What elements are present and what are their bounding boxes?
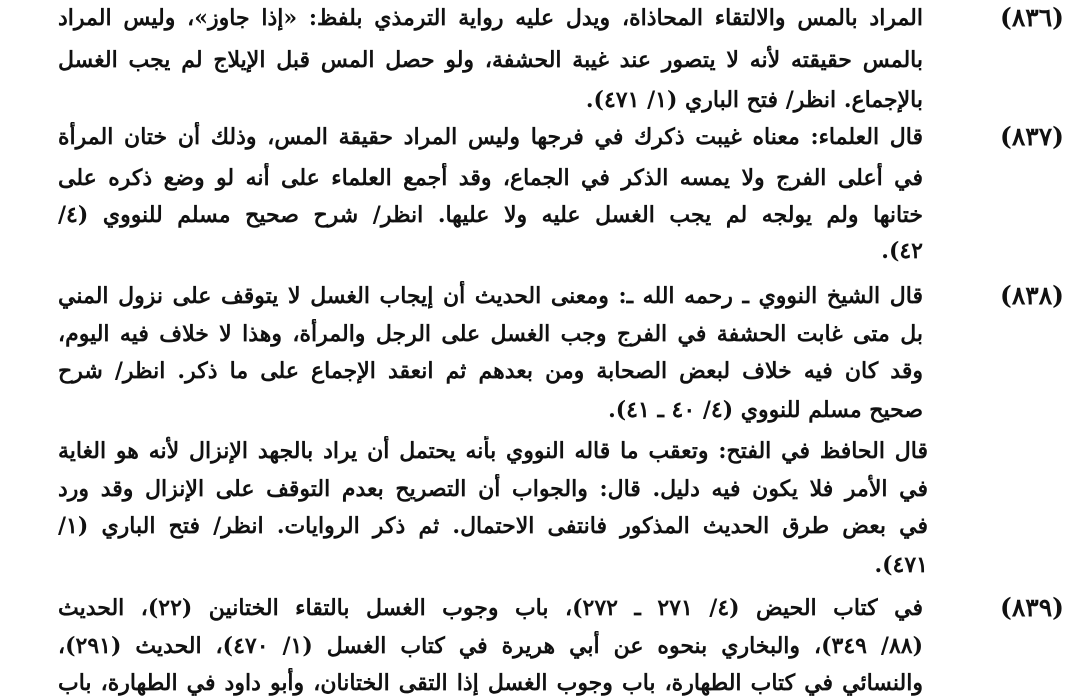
footnote-line [0,668,1078,698]
footnote-line [0,200,1078,230]
footnote-text-line: والنسائي في كتاب الطهارة، باب وجوب الغسل إذا التقى الختانان، وأبو داود في الطهارة، باب [58,670,923,696]
footnote-line [0,356,1078,386]
footnote-text-line: وقد كان فيه خلاف لبعض الصحابة ومن بعدهم ثم انعقد الإجماع على ما ذكر. انظر/ شرح [58,358,923,384]
footnote-line [0,236,1078,266]
footnote-text-line: صحيح مسلم للنووي (٤/ ٤٠ ـ ٤١). [608,397,923,423]
footnote-line [0,631,1078,661]
footnote-line [0,45,1078,75]
footnote-line [0,319,1078,349]
footnote-text-line: في الأمر فلا يكون فيه دليل. قال: والجواب أن التصريح بعدم التوقف على الإنزال وقد ورد [58,476,928,502]
footnote-number: (٨٣٧) [1000,122,1064,151]
footnote-line [0,163,1078,193]
footnote-text-line: قال العلماء: معناه غيبت ذكرك في فرجها وليس المراد حقيقة المس، وذلك أن ختان المرأة [58,124,923,150]
footnote-text-line: ختانها ولم يولجه لم يجب الغسل عليه ولا عليها. انظر/ شرح صحيح مسلم للنووي (٤/ [58,202,923,228]
footnote-text-line: قال الشيخ النووي ـ رحمه الله ـ: ومعنى الحديث أن إيجاب الغسل لا يتوقف على نزول المني [58,283,923,309]
footnote-continuation [0,436,1078,466]
footnote-line [0,85,1078,115]
footnote-text-line: بالإجماع. انظر/ فتح الباري (١/ ٤٧١). [585,87,923,113]
footnote-text-line: في أعلى الفرج ولا يمسه الذكر في الجماع، وقد أجمع العلماء على أنه لو وضع ذكره على [58,165,923,191]
footnote-number: (٨٣٨) [1000,281,1064,310]
footnote-text-line: (٨٨/ ٣٤٩)، والبخاري بنحوه عن أبي هريرة في كتاب الغسل (١/ ٤٧٠)، الحديث (٢٩١)، [58,633,923,659]
footnote-line [0,550,1078,580]
footnote-text-line: المراد بالمس والالتقاء المحاذاة، ويدل عليه رواية الترمذي بلفظ: «إذا جاوز»، وليس المراد [58,5,923,31]
footnote-number: (٨٣٦) [1000,3,1064,32]
footnote-text-line: ٤٢). [881,238,923,264]
footnote-836 [0,3,1078,33]
footnote-line [0,511,1078,541]
footnote-text-line: في كتاب الحيض (٤/ ٢٧١ ـ ٢٧٢)، باب وجوب الغسل بالتقاء الختانين (٢٢)، الحديث [58,595,923,621]
footnote-line [0,395,1078,425]
footnote-text-line: بالمس حقيقته لأنه لا يتصور عند غيبة الحشفة، ولو حصل المس قبل الإيلاج لم يجب الغسل [58,47,923,73]
footnote-number: (٨٣٩) [1000,593,1064,622]
footnote-837 [0,122,1078,152]
footnote-text-line: قال الحافظ في الفتح: وتعقب ما قاله النووي بأنه يحتمل أن يراد بالجهد الإنزال لأنه هو الغاية [58,438,928,464]
footnote-text-line: بل متى غابت الحشفة في الفرج وجب الغسل على الرجل والمرأة، وهذا لا خلاف فيه اليوم، [58,321,923,347]
footnote-text-line: ٤٧١). [874,552,928,578]
footnote-839 [0,593,1078,623]
footnote-line [0,474,1078,504]
footnote-text-line: في بعض طرق الحديث المذكور فانتفى الاحتمال. ثم ذكر الروايات. انظر/ فتح الباري (١/ [58,513,928,539]
footnote-838 [0,281,1078,311]
